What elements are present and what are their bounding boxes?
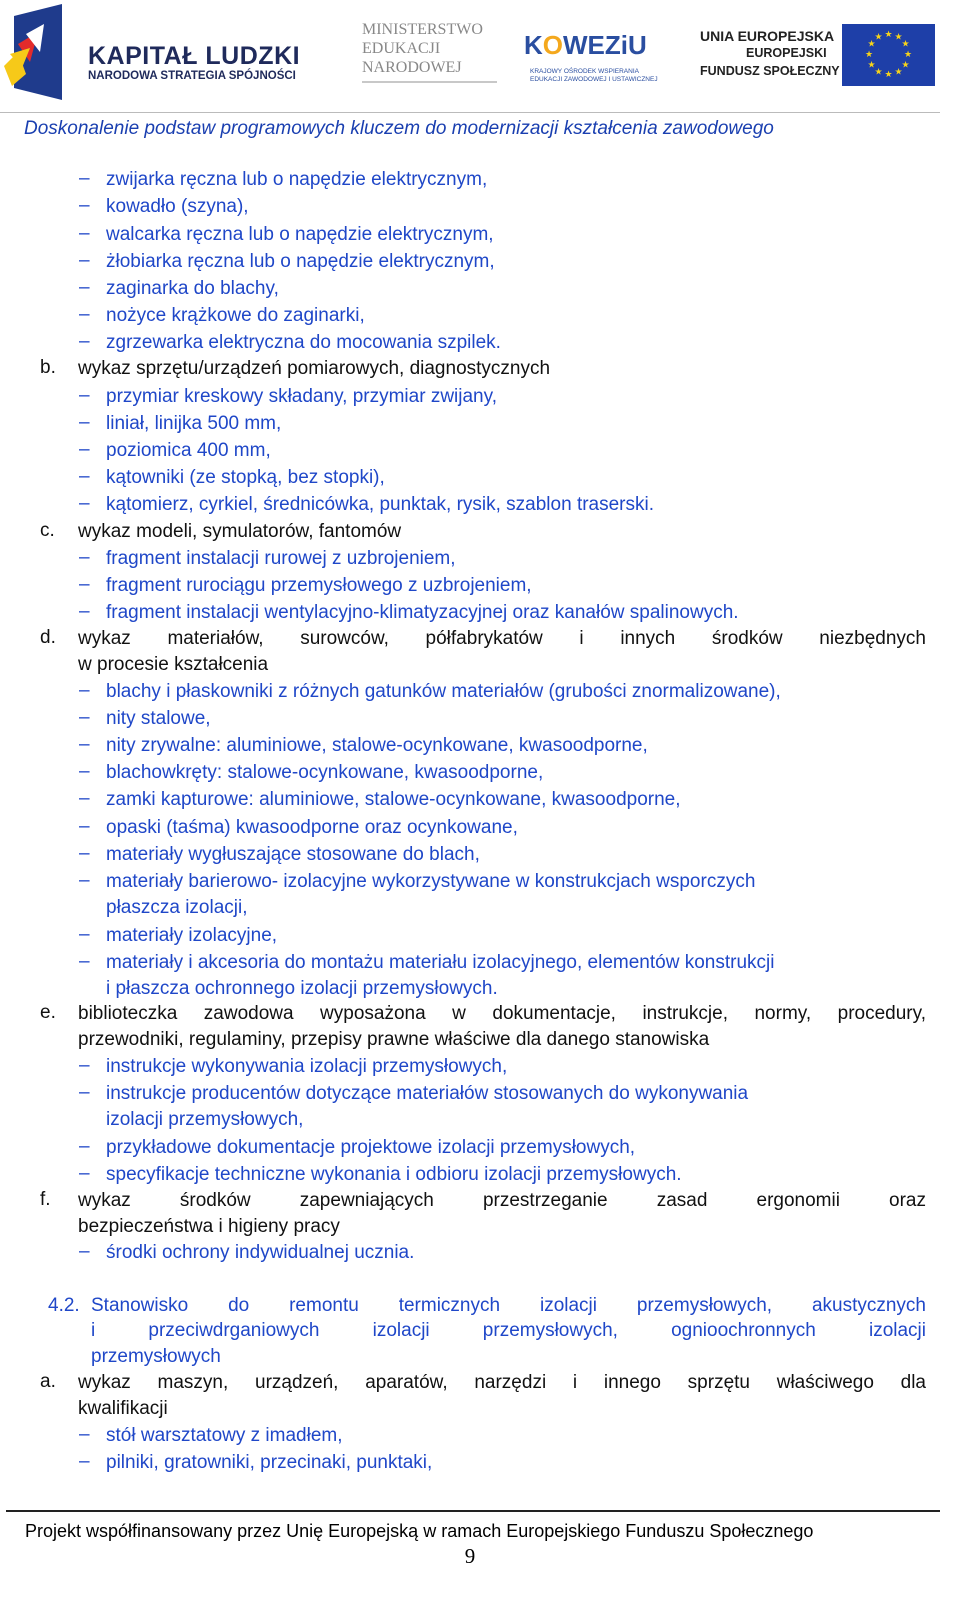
section-heading-f-cont: bezpieczeństwa i higieny pracy: [78, 1216, 340, 1237]
koweziu-subtitle: KRAJOWY OŚRODEK WSPIERANIA EDUKACJI ZAWODOWEJ I USTAWICZNEJ: [530, 68, 658, 83]
men-line-3: NARODOWEJ: [362, 59, 462, 76]
list-item: stół warsztatowy z imadłem,: [106, 1425, 343, 1446]
section-label-e: e.: [40, 1002, 56, 1023]
footer-divider: [6, 1510, 940, 1512]
kapital-ludzki-name: KAPITAŁ LUDZKI: [88, 42, 301, 70]
list-item: blachowkręty: stalowe-ocynkowane, kwasoodporne,: [106, 762, 544, 783]
section-heading-d-cont: w procesie kształcenia: [78, 654, 269, 675]
list-item-cont: i płaszcza ochronnego izolacji przemysłowych.: [106, 978, 498, 999]
svg-text:★: ★: [894, 67, 903, 78]
list-dash: –: [79, 304, 90, 325]
list-dash: –: [79, 870, 90, 891]
list-item: przykładowe dokumentacje projektowe izolacji przemysłowych,: [106, 1137, 636, 1158]
list-dash: –: [79, 1241, 90, 1262]
list-item: instrukcje producentów dotyczące materiałów stosowanych do wykonywania: [106, 1083, 749, 1104]
list-item: zwijarka ręczna lub o napędzie elektrycznym,: [106, 169, 488, 190]
section-heading-a-cont: kwalifikacji: [78, 1398, 168, 1419]
list-item: blachy i płaskowniki z różnych gatunków materiałów (grubości znormalizowane),: [106, 681, 781, 702]
list-item-cont: płaszcza izolacji,: [106, 897, 248, 918]
eu-flag-icon: [842, 24, 935, 86]
list-item: nity zrywalne: aluminiowe, stalowe-ocynkowane, kwasoodporne,: [106, 735, 648, 756]
section-heading-e: biblioteczka zawodowa wyposażona w dokumentacje, instrukcje, normy, procedury,: [78, 1003, 926, 1024]
men-rule: [362, 81, 497, 83]
list-dash: –: [79, 1424, 90, 1445]
list-item: fragment instalacji rurowej z uzbrojeniem,: [106, 548, 456, 569]
section-heading-b: wykaz sprzętu/urządzeń pomiarowych, diagnostycznych: [78, 358, 551, 379]
list-dash: –: [79, 277, 90, 298]
koweziu-name: KOWEZiU: [524, 30, 647, 60]
section-number: 4.2.: [48, 1295, 80, 1316]
list-dash: –: [79, 924, 90, 945]
section-heading-e-cont: przewodniki, regulaminy, przepisy prawne właściwe dla danego stanowiska: [78, 1029, 710, 1050]
list-dash: –: [79, 412, 90, 433]
section-title-cont: i przeciwdrganiowych izolacji przemysłowych, ognioochronnych izolacji: [91, 1320, 926, 1341]
header-logos: [0, 0, 960, 112]
svg-text:★: ★: [901, 60, 910, 71]
list-dash: –: [79, 195, 90, 216]
list-item: walcarka ręczna lub o napędzie elektrycznym,: [106, 224, 494, 245]
list-item: liniał, linijka 500 mm,: [106, 413, 282, 434]
list-item-cont: izolacji przemysłowych,: [106, 1109, 304, 1130]
list-dash: –: [79, 843, 90, 864]
svg-text:★: ★: [874, 32, 883, 43]
list-dash: –: [79, 439, 90, 460]
ue-line-3: FUNDUSZ SPOŁECZNY: [700, 64, 840, 78]
list-dash: –: [79, 761, 90, 782]
kapital-ludzki-emblem-icon: [4, 4, 84, 104]
list-item: zamki kapturowe: aluminiowe, stalowe-ocynkowane, kwasoodporne,: [106, 789, 681, 810]
page-number: 9: [464, 1544, 476, 1568]
svg-text:★: ★: [901, 39, 910, 50]
list-item: fragment rurociągu przemysłowego z uzbrojeniem,: [106, 575, 532, 596]
section-label-c: c.: [40, 520, 55, 541]
svg-text:★: ★: [864, 50, 874, 60]
list-item: materiały wygłuszające stosowane do blach,: [106, 844, 480, 865]
ue-line-1: UNIA EUROPEJSKA: [700, 28, 835, 44]
header-divider: [0, 112, 940, 113]
list-dash: –: [79, 1451, 90, 1472]
list-item: materiały i akcesoria do montażu materiału izolacyjnego, elementów konstrukcji: [106, 952, 775, 973]
list-item: zgrzewarka elektryczna do mocowania szpilek.: [106, 332, 501, 353]
list-item: przymiar kreskowy składany, przymiar zwijany,: [106, 386, 497, 407]
list-item: kątomierz, cyrkiel, średnicówka, punktak, rysik, szablon traserski.: [106, 494, 655, 515]
list-dash: –: [79, 1163, 90, 1184]
list-dash: –: [79, 574, 90, 595]
list-dash: –: [79, 951, 90, 972]
list-dash: –: [79, 168, 90, 189]
list-dash: –: [79, 734, 90, 755]
koweziu-logo: [524, 18, 658, 92]
section-heading-d: wykaz materiałów, surowców, półfabrykatów i innych środków niezbędnych: [78, 628, 926, 649]
svg-text:★: ★: [884, 30, 893, 40]
ministerstwo-logo: [362, 20, 502, 90]
ue-line-2: EUROPEJSKI: [746, 46, 827, 60]
list-item: kowadło (szyna),: [106, 196, 249, 217]
list-dash: –: [79, 707, 90, 728]
section-label-b: b.: [40, 357, 56, 378]
list-dash: –: [79, 250, 90, 271]
list-dash: –: [79, 1136, 90, 1157]
running-title: Doskonalenie podstaw programowych kluczem do modernizacji kształcenia zawodowego: [24, 118, 774, 139]
list-dash: –: [79, 385, 90, 406]
list-item: materiały izolacyjne,: [106, 925, 278, 946]
list-item: środki ochrony indywidualnej ucznia.: [106, 1242, 415, 1263]
list-item: fragment instalacji wentylacyjno-klimatyzacyjnej oraz kanałów spalinowych.: [106, 602, 739, 623]
list-dash: –: [79, 223, 90, 244]
ue-logo: [700, 22, 940, 92]
list-dash: –: [79, 331, 90, 352]
list-dash: –: [79, 493, 90, 514]
svg-text:★: ★: [894, 32, 903, 43]
list-dash: –: [79, 680, 90, 701]
list-item: nity stalowe,: [106, 708, 211, 729]
list-dash: –: [79, 466, 90, 487]
men-line-1: MINISTERSTWO: [362, 21, 483, 38]
section-title-cont: przemysłowych: [91, 1346, 221, 1367]
list-dash: –: [79, 816, 90, 837]
list-item: materiały barierowo- izolacyjne wykorzystywane w konstrukcjach wsporczych: [106, 871, 756, 892]
list-item: poziomica 400 mm,: [106, 440, 271, 461]
section-label-a: a.: [40, 1371, 56, 1392]
list-item: pilniki, gratowniki, przecinaki, punktaki,: [106, 1452, 433, 1473]
list-item: żłobiarka ręczna lub o napędzie elektrycznym,: [106, 251, 495, 272]
section-heading-f: wykaz środków zapewniających przestrzeganie zasad ergonomii oraz: [78, 1190, 926, 1211]
list-dash: –: [79, 788, 90, 809]
list-item: nożyce krążkowe do zaginarki,: [106, 305, 365, 326]
svg-text:★: ★: [884, 70, 893, 80]
svg-text:★: ★: [903, 50, 913, 60]
kapital-ludzki-logo: [4, 4, 304, 104]
list-item: opaski (taśma) kwasoodporne oraz ocynkowane,: [106, 817, 518, 838]
list-dash: –: [79, 601, 90, 622]
svg-text:★: ★: [874, 67, 883, 78]
list-dash: –: [79, 547, 90, 568]
list-item: kątowniki (ze stopką, bez stopki),: [106, 467, 385, 488]
section-heading-a: wykaz maszyn, urządzeń, aparatów, narzędzi i innego sprzętu właściwego dla: [78, 1372, 926, 1393]
list-dash: –: [79, 1055, 90, 1076]
men-line-2: EDUKACJI: [362, 40, 441, 57]
svg-text:★: ★: [867, 39, 876, 50]
list-dash: –: [79, 1082, 90, 1103]
list-item: instrukcje wykonywania izolacji przemysłowych,: [106, 1056, 508, 1077]
footer-text: Projekt współfinansowany przez Unię Europejską w ramach Europejskiego Funduszu Społecznego: [25, 1521, 814, 1541]
kapital-ludzki-subtitle: NARODOWA STRATEGIA SPÓJNOŚCI: [88, 70, 296, 82]
svg-text:★: ★: [867, 60, 876, 71]
section-label-f: f.: [40, 1189, 51, 1210]
list-item: specyfikacje techniczne wykonania i odbioru izolacji przemysłowych.: [106, 1164, 682, 1185]
list-item: zaginarka do blachy,: [106, 278, 279, 299]
section-label-d: d.: [40, 627, 56, 648]
section-heading-c: wykaz modeli, symulatorów, fantomów: [78, 521, 402, 542]
section-title: Stanowisko do remontu termicznych izolacji przemysłowych, akustycznych: [91, 1295, 926, 1316]
